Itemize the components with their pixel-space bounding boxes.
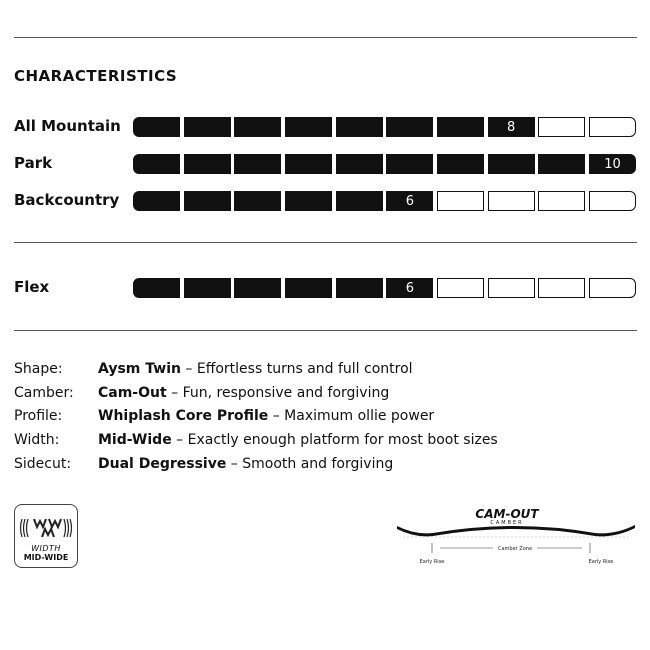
rating-segment xyxy=(285,154,332,174)
rating-scale-flex xyxy=(133,278,636,298)
rating-segment xyxy=(336,117,383,137)
rating-segment xyxy=(336,154,383,174)
rating-segment xyxy=(386,278,433,298)
rating-segment xyxy=(336,278,383,298)
rating-segment xyxy=(589,278,636,298)
rating-segment xyxy=(184,117,231,137)
rating-scale-all-mountain xyxy=(133,117,636,137)
spec-desc: – Exactly enough platform for most boot sizes xyxy=(171,432,498,448)
rating-segment xyxy=(285,191,332,211)
row-label-all-mountain: All Mountain xyxy=(14,117,121,135)
rating-segment xyxy=(538,278,585,298)
rating-value: 10 xyxy=(604,156,621,172)
width-mid-wide-icon xyxy=(16,513,76,543)
spec-camber xyxy=(14,385,389,401)
spec-key: Width: xyxy=(14,432,60,448)
rating-segment xyxy=(336,191,383,211)
spec-desc: – Fun, responsive and forgiving xyxy=(166,385,390,401)
rating-segment xyxy=(234,191,281,211)
rating-segment xyxy=(184,191,231,211)
spec-name: Aysm Twin xyxy=(98,361,181,377)
rating-segment xyxy=(234,278,281,298)
rating-scale-park xyxy=(133,154,636,174)
rating-segment xyxy=(285,278,332,298)
rating-segment xyxy=(488,278,535,298)
rating-segment xyxy=(437,117,484,137)
rating-segment xyxy=(437,278,484,298)
section-title: CHARACTERISTICS xyxy=(14,67,178,85)
rating-segment xyxy=(133,278,180,298)
rating-segment xyxy=(437,191,484,211)
spec-desc: – Effortless turns and full control xyxy=(180,361,413,377)
rating-segment xyxy=(386,191,433,211)
spec-key: Sidecut: xyxy=(14,456,72,472)
camber-profile-diagram xyxy=(395,505,640,573)
spec-desc: – Smooth and forgiving xyxy=(226,456,394,472)
badge-line1: WIDTH xyxy=(31,544,61,553)
camber-zone-label: Camber Zone xyxy=(497,546,533,552)
rating-segment xyxy=(589,117,636,137)
rating-segment xyxy=(538,154,585,174)
spec-name: Mid-Wide xyxy=(98,432,172,448)
row-label-park: Park xyxy=(14,154,53,172)
rating-segment xyxy=(589,154,636,174)
rating-value: 6 xyxy=(405,193,414,209)
rating-segment xyxy=(386,117,433,137)
spec-width xyxy=(14,432,498,448)
spec-shape xyxy=(14,361,413,377)
row-label-flex: Flex xyxy=(14,278,50,296)
early-rise-right-label: Early Rise xyxy=(588,559,614,565)
divider-middle xyxy=(14,242,637,243)
rating-segment xyxy=(488,154,535,174)
rating-value: 6 xyxy=(405,280,414,296)
rating-segment xyxy=(285,117,332,137)
camber-sub-text: CAMBER xyxy=(490,520,524,526)
spec-name: Whiplash Core Profile xyxy=(98,408,269,424)
early-rise-left-label: Early Rise xyxy=(419,559,445,565)
spec-key: Camber: xyxy=(14,385,74,401)
rating-segment xyxy=(234,117,281,137)
spec-key: Profile: xyxy=(14,408,63,424)
rating-segment xyxy=(386,154,433,174)
rating-segment xyxy=(184,154,231,174)
rating-segment xyxy=(538,117,585,137)
spec-key: Shape: xyxy=(14,361,63,377)
rating-segment xyxy=(133,154,180,174)
rating-segment xyxy=(488,117,535,137)
spec-name: Cam-Out xyxy=(98,385,167,401)
rating-segment xyxy=(589,191,636,211)
rating-value: 8 xyxy=(507,119,516,135)
rating-segment xyxy=(538,191,585,211)
rating-segment xyxy=(133,191,180,211)
row-label-backcountry: Backcountry xyxy=(14,191,120,209)
board-profile-shape xyxy=(397,525,635,536)
rating-segment xyxy=(234,154,281,174)
width-badge xyxy=(14,504,78,568)
rating-segment xyxy=(133,117,180,137)
camber-logo-text: CAM-OUT xyxy=(475,507,539,521)
badge-line2: MID-WIDE xyxy=(23,553,69,562)
spec-desc: – Maximum ollie power xyxy=(268,408,435,424)
rating-segment xyxy=(488,191,535,211)
rating-segment xyxy=(184,278,231,298)
spec-profile xyxy=(14,408,434,424)
rating-segment xyxy=(437,154,484,174)
divider-bottom xyxy=(14,330,637,331)
spec-sidecut xyxy=(14,456,393,472)
spec-name: Dual Degressive xyxy=(98,456,227,472)
rating-scale-backcountry xyxy=(133,191,636,211)
divider-top xyxy=(14,37,637,38)
